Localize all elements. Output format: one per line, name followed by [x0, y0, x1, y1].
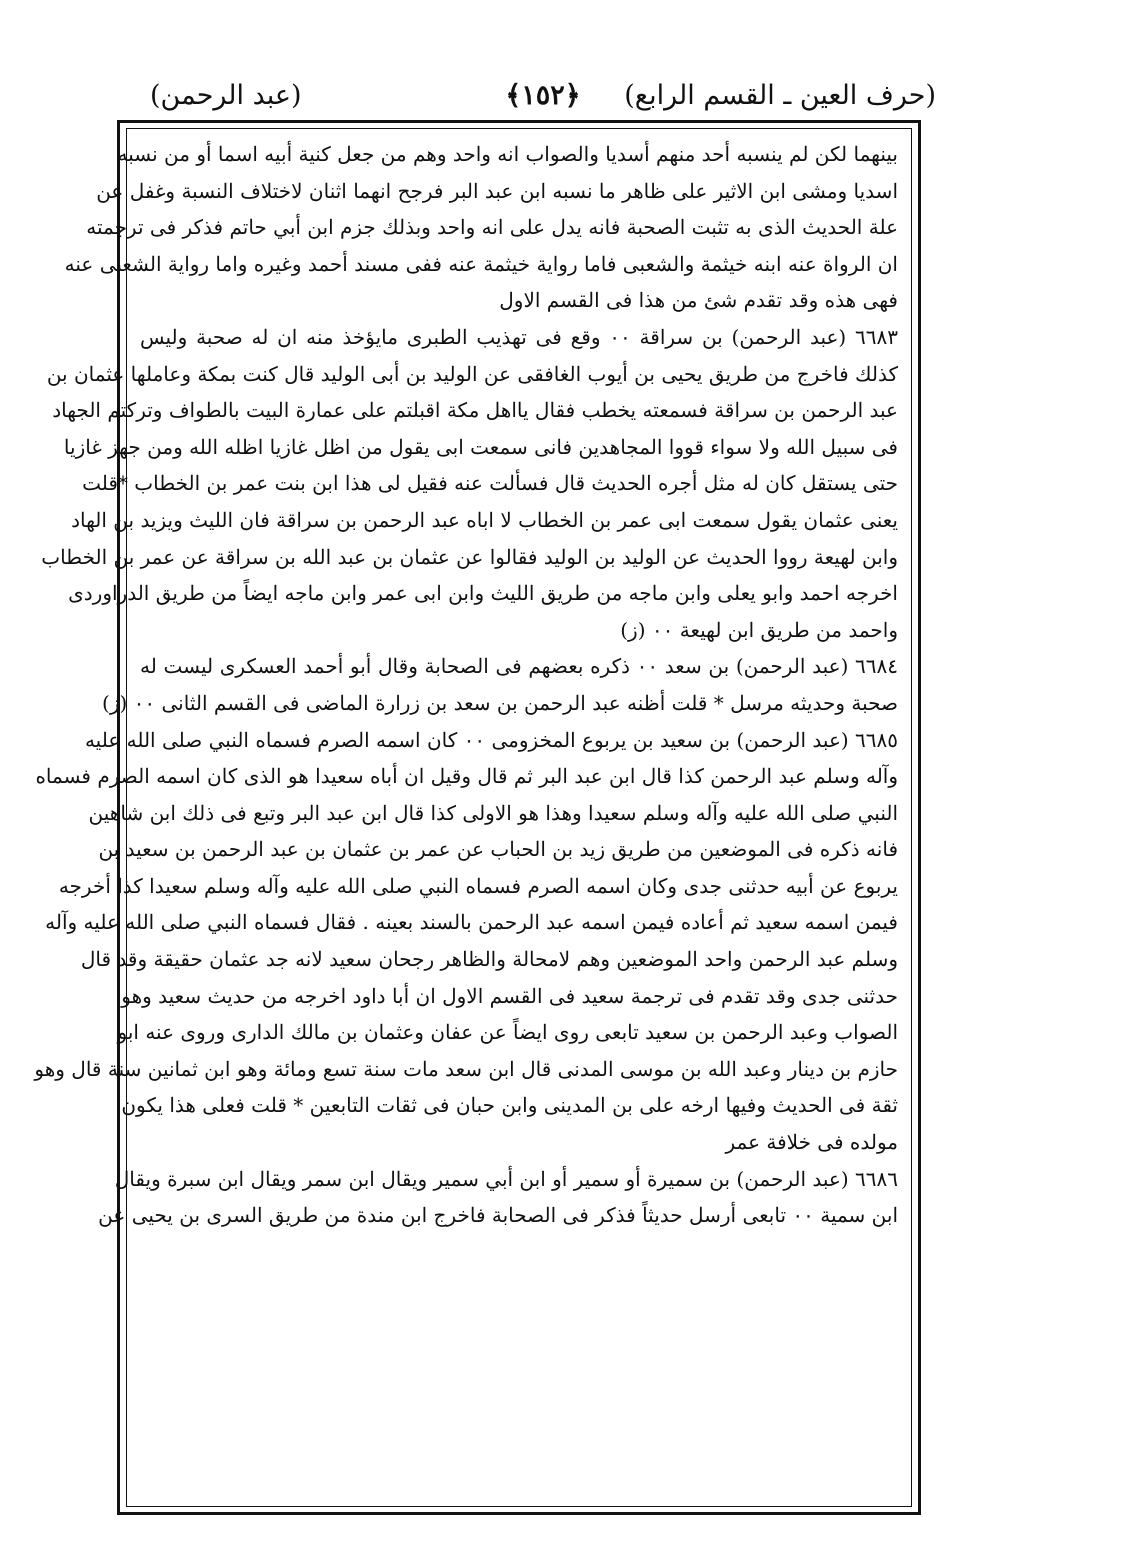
text-line: حتى يستقل كان له مثل أجره الحديث قال فسألت عنه فقيل لى هذا ابن بنت عمر بن الخطاب *قلت [82, 471, 898, 496]
text-line: اسديا ومشى ابن الاثير على ظاهر ما نسبه ابن عبد البر فرجح انهما اثنان لاختلاف النسبة وغفل عن [96, 178, 898, 203]
text-line: بينهما لكن لم ينسبه أحد منهم أسديا والصواب انه واحد وهم من جعل كنية أبيه اسما أو من نسبه [117, 142, 898, 166]
text-line: فانه ذكره فى الموضعين من طريق زيد بن الحباب عن عمر بن عثمان بن عبد الرحمن بن سعيد بن [98, 837, 898, 862]
text-line: عبد الرحمن بن سراقة فسمعته يخطب فقال يااهل مكة اقبلتم على عمارة البيت بالطواف وتركتم الجهاد [52, 398, 898, 423]
text-line: وسلم عبد الرحمن واحد الموضعين وهم لامحالة والظاهر رجحان سعيد لانه جد عثمان حقيقة وقد قال [80, 947, 898, 972]
text-line: فهى هذه وقد تقدم شئ من هذا فى القسم الاول [499, 288, 898, 313]
body-text [34, 136, 898, 1502]
text-line: ثقة فى الحديث وفيها ارخه على بن المدينى وابن حبان فى ثقات التابعين * قلت فعلى هذا يكون [121, 1093, 898, 1118]
text-line: ان الرواة عنه ابنه خيثمة والشعبى فاما رواية خيثمة عنه ففى مسند أحمد وغيره واما رواية الشعبى عنه [64, 251, 898, 276]
text-line: ابن سمية ٠٠ تابعى أرسل حديثاً فذكر فى الصحابة فاخرج ابن مندة من طريق السرى بن يحيى عن [98, 1203, 898, 1228]
text-line: ٦٦٨٤ (عبد الرحمن) بن سعد ٠٠ ذكره بعضهم فى الصحابة وقال أبو أحمد العسكرى ليست له [140, 654, 898, 679]
text-line: ٦٦٨٣ (عبد الرحمن) بن سراقة ٠٠ وقع فى تهذيب الطبرى مايؤخذ منه ان له صحبة وليس [140, 324, 898, 349]
text-line: علة الحديث الذى به تثبت الصحبة فانه يدل على انه واحد وبذلك جزم ابن أبي حاتم فذكر فى ترجمته [86, 215, 898, 240]
text-line: صحبة وحديثه مرسل * قلت أظنه عبد الرحمن بن سعد بن زرارة الماضى فى القسم الثانى ٠٠ (ز) [102, 690, 898, 715]
page-number: ﴿١٥٢﴾ [505, 80, 581, 111]
text-line: فى سبيل الله ولا سواء قووا المجاهدين فانى سمعت ابى يقول من اظل غازيا اظله الله ومن جهز غازيا [63, 434, 898, 459]
text-line: يعنى عثمان يقول سمعت ابى عمر بن الخطاب لا اباه عبد الرحمن بن سراقة فان الليث ويزيد بن الهاد [71, 507, 898, 532]
text-line: كذلك فاخرج من طريق يحيى بن أيوب الغافقى عن الوليد بن أبى الوليد قال كنت بمكة وعاملها عثمان بن [46, 361, 898, 386]
text-line: فيمن اسمه سعيد ثم أعاده فيمن اسمه عبد الرحمن بالسند بعينه . فقال فسماه النبي صلى الله عليه وآله [45, 910, 898, 935]
text-line: اخرجه احمد وابو يعلى وابن ماجه من طريق الليث وابن ابى عمر وابن ماجه ايضاً من طريق الدراوردى [68, 581, 898, 606]
text-line: حازم بن دينار وعبد الله بن موسى المدنى قال ابن سعد مات سنة تسع ومائة وهو ابن ثمانين سنة قال وهو [34, 1056, 898, 1081]
text-line: حدثنى جدى وقد تقدم فى ترجمة سعيد فى القسم الاول ان أبا داود اخرجه من حديث سعيد وهو [121, 983, 898, 1008]
text-line: الصواب وعبد الرحمن بن سعيد تابعى روى ايضاً عن عفان وعثمان بن مالك الدارى وروى عنه ابو [117, 1020, 898, 1045]
text-line: النبي صلى الله عليه وآله وسلم سعيدا وهذا هو الاولى كذا قال ابن عبد البر وتبع فى ذلك ابن شاهين [88, 800, 898, 825]
text-line: يربوع عن أبيه حدثنى جدى وكان اسمه الصرم فسماه النبي صلى الله عليه وآله وسلم سعيدا كذا أخرجه [58, 873, 898, 898]
text-line: مولده فى خلافة عمر [725, 1130, 898, 1155]
text-line: وآله وسلم عبد الرحمن كذا قال ابن عبد البر ثم قال وقيل ان أباه سعيدا هو الذى كان اسمه الصرم فسماه [35, 764, 898, 789]
text-line: ٦٦٨٦ (عبد الرحمن) بن سميرة أو سمير أو ابن أبي سمير ويقال ابن سمر ويقال ابن سبرة ويقال [114, 1166, 898, 1191]
text-line: ٦٦٨٥ (عبد الرحمن) بن سعيد بن يربوع المخزومى ٠٠ كان اسمه الصرم فسماه النبي صلى الله عليه [84, 727, 898, 752]
header-section-title: (حرف العين ـ القسم الرابع) [624, 80, 936, 111]
header-entry-name: (عبد الرحمن) [150, 80, 302, 111]
text-line: واحمد من طريق ابن لهيعة ٠٠ (ز) [620, 617, 898, 642]
text-line: وابن لهيعة رووا الحديث عن الوليد بن الوليد فقالوا عن عثمان بن عبد الله بن سراقة عن عمر بن الخطاب [41, 544, 898, 569]
page-header [150, 74, 936, 118]
